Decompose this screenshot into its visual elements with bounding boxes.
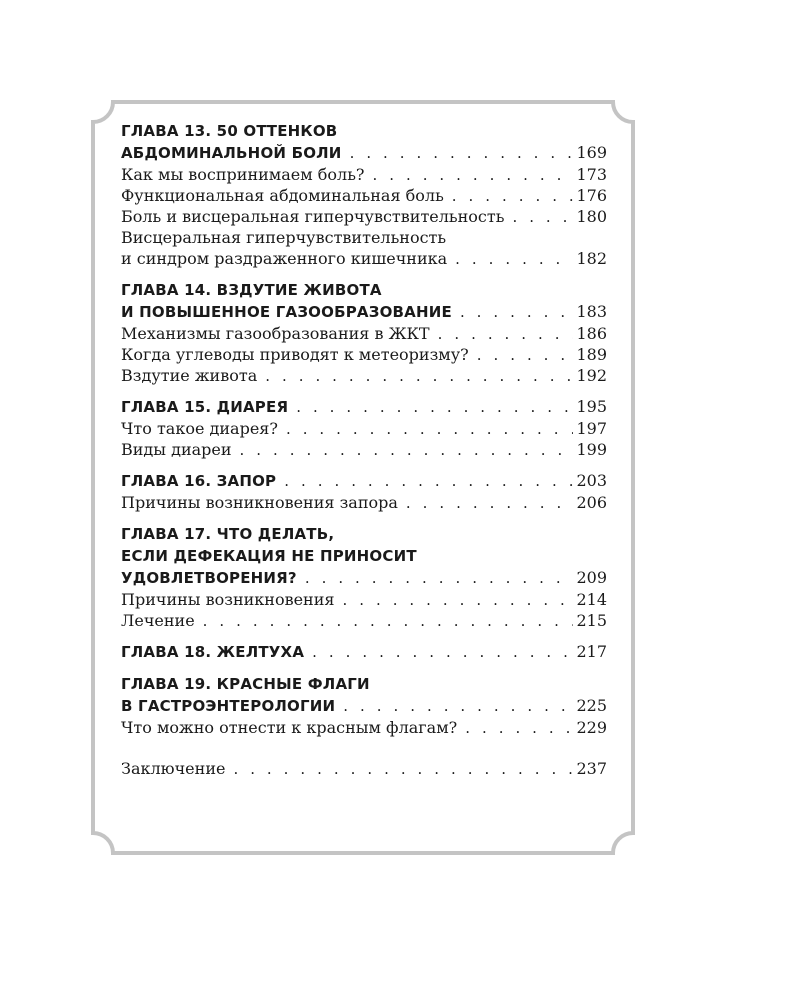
toc-entry-chapter-19[interactable]	[121, 695, 607, 717]
toc-chapter-17	[121, 523, 607, 631]
toc-entry[interactable]	[121, 589, 607, 610]
dot-leader	[335, 695, 573, 717]
page-number: 195	[576, 397, 607, 416]
entry-title: Механизмы газообразования в ЖКТ	[121, 324, 430, 343]
dot-leader	[304, 641, 573, 663]
entry-title-line-1: Висцеральная гиперчувствительность	[121, 228, 447, 247]
page-number: 186	[576, 324, 607, 343]
page-number: 225	[576, 696, 607, 715]
dot-leader	[334, 590, 573, 611]
chapter-15-title: ГЛАВА 15. ДИАРЕЯ	[121, 398, 289, 416]
chapter-13-title-line-1: ГЛАВА 13. 50 ОТТЕНКОВ	[121, 122, 338, 140]
dot-leader	[364, 165, 573, 186]
dot-leader	[225, 759, 573, 780]
dot-leader	[297, 567, 573, 589]
entry-title: Причины возникновения	[121, 590, 335, 609]
dot-leader	[342, 142, 573, 164]
toc-chapter-14	[121, 279, 607, 386]
toc-entry[interactable]	[121, 610, 607, 631]
entry-title: Когда углеводы приводят к метеоризму?	[121, 345, 469, 364]
dot-leader	[469, 345, 573, 366]
chapter-17-title-line-1: ГЛАВА 17. ЧТО ДЕЛАТЬ,	[121, 525, 335, 543]
chapter-19-title-line-2: В ГАСТРОЭНТЕРОЛОГИИ	[121, 697, 336, 715]
chapter-18-title: ГЛАВА 18. ЖЕЛТУХА	[121, 643, 305, 661]
entry-title: Вздутие живота	[121, 366, 258, 385]
dot-leader	[457, 718, 573, 739]
toc-entry[interactable]	[121, 164, 607, 185]
toc-entry[interactable]	[121, 185, 607, 206]
page-number: 169	[576, 143, 607, 162]
page-number: 192	[576, 366, 607, 385]
page-number: 176	[576, 186, 607, 205]
entry-title: Боль и висцеральная гиперчувствительность	[121, 207, 505, 226]
toc-entry-conclusion[interactable]	[121, 758, 607, 779]
toc-entry-chapter-16[interactable]	[121, 470, 607, 492]
table-of-contents	[121, 120, 607, 789]
toc-chapter-19	[121, 673, 607, 738]
dot-leader	[278, 419, 573, 440]
chapter-17-title-line-3: УДОВЛЕТВОРЕНИЯ?	[121, 569, 297, 587]
page-number: 183	[576, 302, 607, 321]
toc-entry[interactable]	[121, 248, 607, 269]
dot-leader	[504, 207, 573, 228]
toc-chapter-16	[121, 470, 607, 513]
entry-title: Что такое диарея?	[121, 419, 278, 438]
toc-entry[interactable]	[121, 439, 607, 460]
dot-leader	[430, 324, 573, 345]
page-number: 203	[576, 471, 607, 490]
entry-title: Что можно отнести к красным флагам?	[121, 718, 458, 737]
toc-chapter-18	[121, 641, 607, 663]
chapter-14-title-line-1: ГЛАВА 14. ВЗДУТИЕ ЖИВОТА	[121, 281, 382, 299]
page-number: 215	[576, 611, 607, 630]
toc-entry-chapter-13[interactable]	[121, 142, 607, 164]
page-number: 182	[576, 249, 607, 268]
chapter-19-title-line-1: ГЛАВА 19. КРАСНЫЕ ФЛАГИ	[121, 675, 370, 693]
toc-chapter-15	[121, 396, 607, 460]
chapter-17-title-line-2: ЕСЛИ ДЕФЕКАЦИЯ НЕ ПРИНОСИТ	[121, 547, 417, 565]
dot-leader	[288, 396, 573, 418]
dot-leader	[444, 186, 573, 207]
toc-entry[interactable]	[121, 365, 607, 386]
page-number: 180	[576, 207, 607, 226]
page-number: 237	[576, 759, 607, 778]
entry-title: Виды диареи	[121, 440, 232, 459]
dot-leader	[232, 440, 573, 461]
toc-entry-chapter-17[interactable]	[121, 567, 607, 589]
page-number: 206	[576, 493, 607, 512]
chapter-13-title-line-2: АБДОМИНАЛЬНОЙ БОЛИ	[121, 144, 342, 162]
dot-leader	[398, 493, 573, 514]
page-number: 173	[576, 165, 607, 184]
toc-entry-chapter-18[interactable]	[121, 641, 607, 663]
page-number: 189	[576, 345, 607, 364]
toc-entry-chapter-14[interactable]	[121, 301, 607, 323]
page-number: 209	[576, 568, 607, 587]
entry-title: Лечение	[121, 611, 195, 630]
entry-title: Как мы воспринимаем боль?	[121, 165, 365, 184]
page-number: 197	[576, 419, 607, 438]
toc-entry[interactable]	[121, 206, 607, 227]
page-number: 214	[576, 590, 607, 609]
dot-leader	[452, 301, 573, 323]
page-number: 199	[576, 440, 607, 459]
conclusion-title: Заключение	[121, 759, 226, 778]
page-number: 229	[576, 718, 607, 737]
dot-leader	[195, 611, 573, 632]
toc-entry[interactable]	[121, 492, 607, 513]
page-number: 217	[576, 642, 607, 661]
entry-title: Функциональная абдоминальная боль	[121, 186, 444, 205]
dot-leader	[447, 249, 573, 270]
chapter-16-title: ГЛАВА 16. ЗАПОР	[121, 472, 277, 490]
toc-entry-chapter-15[interactable]	[121, 396, 607, 418]
toc-entry[interactable]	[121, 717, 607, 738]
toc-entry[interactable]	[121, 323, 607, 344]
toc-entry[interactable]	[121, 344, 607, 365]
toc-entry[interactable]	[121, 418, 607, 439]
dot-leader	[257, 366, 573, 387]
dot-leader	[276, 470, 573, 492]
entry-title-line-2: и синдром раздраженного кишечника	[121, 249, 448, 268]
chapter-14-title-line-2: И ПОВЫШЕННОЕ ГАЗООБРАЗОВАНИЕ	[121, 303, 452, 321]
toc-conclusion	[121, 758, 607, 779]
entry-title: Причины возникновения запора	[121, 493, 398, 512]
toc-chapter-13	[121, 120, 607, 269]
